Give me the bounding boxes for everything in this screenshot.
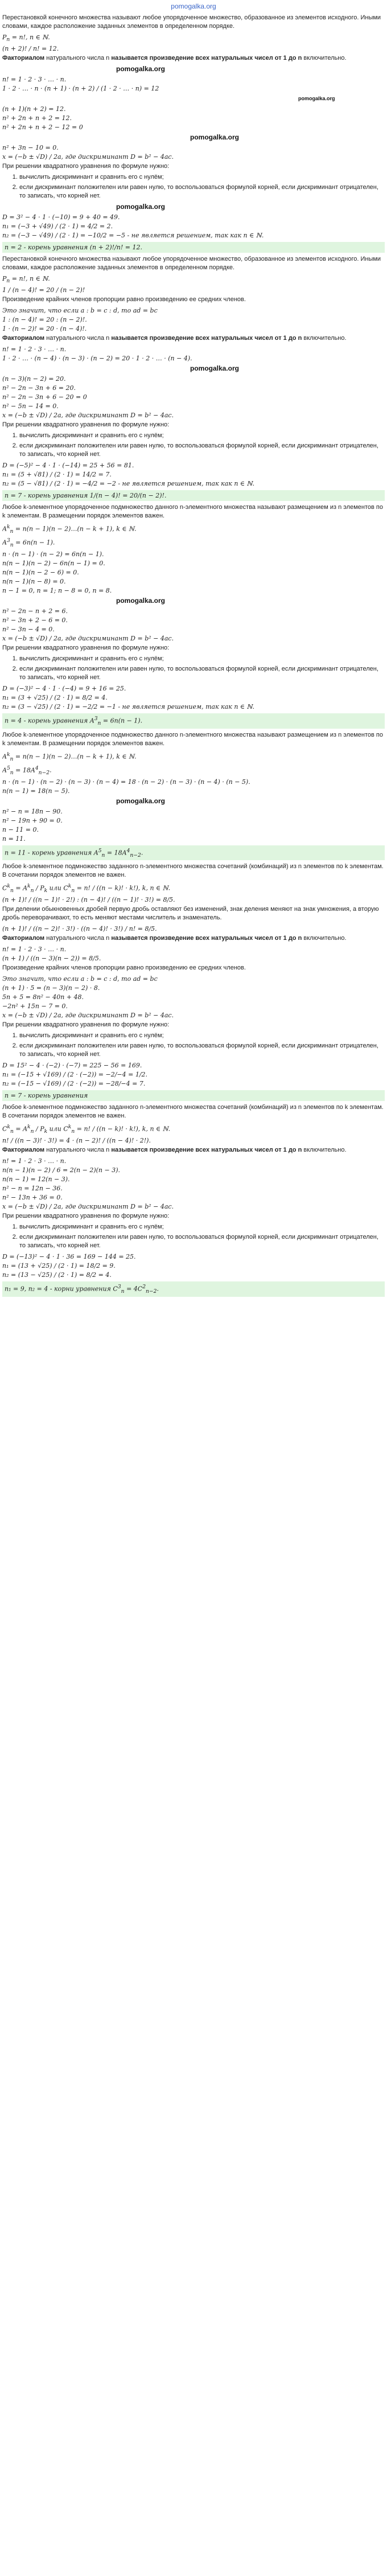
formula: n = 11. xyxy=(2,835,26,843)
formula: $P_n = n$!, n ∈ ℕ. xyxy=(2,275,50,285)
formula: n(n − 1)(n − 2) − 6n(n − 1) = 0. xyxy=(2,560,105,568)
quad-intro: При решении квадратного уравнения по формуле нужно: xyxy=(2,1021,170,1029)
formula: x = (−b ± √D) / 2a, где дискриминант D = b² − 4ac. xyxy=(2,635,174,643)
formula: n₁ = (5 + √81) / (2 · 1) = 14/2 = 7. xyxy=(2,471,112,479)
watermark: pomogalka.org xyxy=(116,796,166,805)
top-bar xyxy=(0,0,387,13)
answer-box: n = 2 - корень уравнения (n + 2)!/n! = 12. xyxy=(2,242,385,253)
formula: (n + 1)(n + 2) = 12. xyxy=(2,105,66,113)
formula: n² − n = 18n − 90. xyxy=(2,807,63,815)
fact-definition: Факториалом натурального числа n называется произведение всех натуральных чисел от 1 до n включительно. xyxy=(2,935,347,942)
watermark: pomogalka.org xyxy=(190,364,240,373)
formula: (n − 3)(n − 2) = 20. xyxy=(2,375,66,383)
step-item: 1. вычислить дискриминант и сравнить его с нулём; xyxy=(19,173,385,182)
formula: n² + 2n + n + 2 − 12 = 0 xyxy=(2,124,83,132)
quad-intro: При решении квадратного уравнения по формуле нужно: xyxy=(2,163,170,170)
formula: (n + 1) / ((n − 3)(n − 2)) = 8/5. xyxy=(2,955,101,963)
watermark: pomogalka.org xyxy=(298,96,335,102)
formula: 1 : (n − 4)! = 20 : (n − 2)!. xyxy=(2,316,87,324)
formula: (n + 1)! / ((n − 1)! · 2!) : (n − 4)! / ((n − 1)! · 3!) = 8/5. xyxy=(2,896,175,904)
fact-bold: называется произведение всех натуральных чисел от 1 до n xyxy=(111,55,302,62)
formula: n² − 2n − 3n + 6 = 20. xyxy=(2,384,76,392)
fact-definition xyxy=(2,54,385,63)
prop-rule: Произведение крайних членов пропорции равно произведению ее средних членов. xyxy=(2,296,246,303)
watermark: pomogalka.org xyxy=(116,65,166,73)
formula: n! = 1 · 2 · 3 · … · n. xyxy=(2,946,67,954)
formula: $A^k_n = n(n - 1)(n$ − 2)…(n − k + 1), k ∈ ℕ. xyxy=(2,524,137,535)
arr-definition: Любое k-элементное упорядоченное подмножество данного n-элементного множества называют размещением из n элементов по k элементам. В размещении порядок элементов важен. xyxy=(2,504,383,520)
formula: $C^k_n = A^k_n / P_k$ или $C^k_n = n$! / ((n − k)! · k!), k, n ∈ ℕ. xyxy=(2,1124,171,1135)
formula: n! = 1 · 2 · 3 · … · n. xyxy=(2,1157,67,1165)
step-item: 2. если дискриминант положителен или равен нулю, то воспользоваться формулой корней, если дискриминант отрицателен, то записать, что корней нет. xyxy=(19,183,385,200)
quad-intro: При решении квадратного уравнения по формуле нужно: xyxy=(2,1213,170,1220)
arr-definition: Любое k-элементное упорядоченное подмножество данного n-элементного множества называют размещением из n элементов по k элементам. В размещении порядок элементов важен. xyxy=(2,731,383,747)
formula: 1 · 2 · … · n · (n + 1) · (n + 2) / (1 · 2 · … · n) = 12 xyxy=(2,85,159,93)
formula: 1 / (n − 4)! = 20 / (n − 2)! xyxy=(2,286,85,294)
quad-steps: 1. вычислить дискриминант и сравнить его с нулём; 2. если дискриминант положителен или равен нулю, то воспользоваться формулой корней, если дискриминант отрицателен, то записать, что корней нет. xyxy=(2,1223,385,1250)
answer-box: n = 7 - корень уравнения xyxy=(2,1090,385,1101)
watermark: pomogalka.org xyxy=(116,597,166,605)
formula: (n + 1) · 5 = (n − 3)(n − 2) · 8. xyxy=(2,984,100,992)
formula: n₁ = (−3 + √49) / (2 · 1) = 4/2 = 2. xyxy=(2,223,113,231)
formula: n² − 3n − 4 = 0. xyxy=(2,626,55,634)
formula: n − 11 = 0. xyxy=(2,825,39,833)
formula: 1 · (n − 2)! = 20 · (n − 4)!. xyxy=(2,325,87,333)
answer-box: n₁ = 9, n₂ = 4 - корни уравнения $C^3_n = 4C^2_{n-2}$. xyxy=(2,1281,385,1297)
formula: n² + 3n − 10 = 0. xyxy=(2,144,59,152)
formula: n(n − 1) = 12(n − 3). xyxy=(2,1176,70,1184)
comb-definition: Любое k-элементное подмножество заданного n-элементного множества сочетаний (комбинаций) из n элементов по k элементам. В сочетании порядок элементов не важен. xyxy=(2,863,384,879)
answer-box: n = 11 - корень уравнения $A^5_n = 18A^4_{n-2}$. xyxy=(2,845,385,861)
perm-definition: Перестановкой конечного множества называют любое упорядоченное множество, образованное из элементов исходного. Иными словами, каждое расположение заданных элементов в определенном порядке. xyxy=(2,14,381,30)
formula: n! / ((n − 3)! · 3!) = 4 · (n − 2)! / ((n − 4)! · 2!). xyxy=(2,1137,151,1145)
formula: n(n − 1) = 18(n − 5). xyxy=(2,787,70,795)
formula: n₂ = (5 − √81) / (2 · 1) = −4/2 = −2 - не является решением, так как n ∈ ℕ. xyxy=(2,480,255,488)
formula: 1 · 2 · … · (n − 4) · (n − 3) · (n − 2) = 20 · 1 · 2 · … · (n − 4). xyxy=(2,355,192,363)
perm-definition: Перестановкой конечного множества называют любое упорядоченное множество, образованное из элементов исходного. Иными словами, каждое расположение заданных элементов в определенном порядке. xyxy=(2,256,381,272)
formula: −2n² + 15n − 7 = 0. xyxy=(2,1003,68,1010)
answer-box: n = 4 - корень уравнения $A^3_n = 6n(n - 1)$. xyxy=(2,713,385,729)
solution-content xyxy=(0,14,387,1297)
formula: $C^k_n = A^k_n / P_k$ или $C^k_n = n$! / ((n − k)! · k!), k, n ∈ ℕ. xyxy=(2,883,171,894)
comb-definition: Любое k-элементное подмножество заданного n-элементного множества сочетаний (комбинаций) из n элементов по k элементам. В сочетании порядок элементов не важен. xyxy=(2,1104,384,1120)
formula: $P_n = n$!, n ∈ ℕ. xyxy=(2,34,50,43)
quad-intro: При решении квадратного уравнения по формуле нужно: xyxy=(2,421,170,429)
watermark: pomogalka.org xyxy=(116,203,166,211)
fact-end: включительно. xyxy=(302,55,347,62)
formula: D = (−3)² − 4 · 1 · (−4) = 9 + 16 = 25. xyxy=(2,685,126,693)
formula: n₁ = (13 + √25) / (2 · 1) = 18/2 = 9. xyxy=(2,1262,116,1270)
formula: 5n + 5 = 8n² − 40n + 48. xyxy=(2,993,84,1001)
formula: n² − 2n − 3n + 6 − 20 = 0 xyxy=(2,393,87,401)
quad-intro: При решении квадратного уравнения по формуле нужно: xyxy=(2,644,170,652)
quad-steps: 1. вычислить дискриминант и сравнить его с нулём; 2. если дискриминант положителен или равен нулю, то воспользоваться формулой корней, если дискриминант отрицателен, то записать, что корней нет. xyxy=(2,1032,385,1059)
formula: D = (−13)² − 4 · 1 · 36 = 169 − 144 = 25. xyxy=(2,1253,136,1261)
formula: n₂ = (−3 − √49) / (2 · 1) = −10/2 = −5 - не является решением, так как n ∈ ℕ. xyxy=(2,232,264,240)
fact-mid: натурального числа n xyxy=(44,55,112,62)
fact-definition: Факториалом натурального числа n называется произведение всех натуральных чисел от 1 до n включительно. xyxy=(2,335,347,342)
formula: n₁ = (−15 + √169) / (2 · (−2)) = −2/−4 = 1/2. xyxy=(2,1071,148,1079)
formula: n² − 2n − n + 2 = 6. xyxy=(2,607,68,615)
quad-steps: 1. вычислить дискриминант и сравнить его с нулём; 2. если дискриминант положителен или равен нулю, то воспользоваться формулой корней, если дискриминант отрицателен, то записать, что корней нет. xyxy=(2,655,385,682)
formula: (n + 2)! / n! = 12. xyxy=(2,45,59,53)
frac-rule: При делении обыкновенных дробей первую дробь оставляют без изменений, знак деления меняют на знак умножения, а вторую дробь переворачивают, то есть меняют местами числитель и знаменатель. xyxy=(2,906,379,922)
formula: n₂ = (3 − √25) / (2 · 1) = −2/2 = −1 - не является решением, так как n ∈ ℕ. xyxy=(2,703,255,711)
fact-definition: Факториалом натурального числа n называется произведение всех натуральных чисел от 1 до n включительно. xyxy=(2,1147,347,1154)
formula: n² − 19n + 90 = 0. xyxy=(2,816,63,824)
site-link[interactable]: pomogalka.org xyxy=(171,2,216,10)
formula: n(n − 1)(n − 2 − 6) = 0. xyxy=(2,569,79,577)
formula: $A^5_n = 18A^4_{n-2}$. xyxy=(2,765,52,776)
formula: n² − 5n − 14 = 0. xyxy=(2,402,59,410)
formula: n² − 3n + 2 − 6 = 0. xyxy=(2,617,68,625)
formula: n · (n − 1) · (n − 2) · (n − 3) · (n − 4) = 18 · (n − 2) · (n − 3) · (n − 4) · (n − 5). xyxy=(2,778,250,786)
formula: n! = 1 · 2 · 3 · … · n. xyxy=(2,346,67,354)
formula: D = 15² − 4 · (−2) · (−7) = 225 − 56 = 169. xyxy=(2,1062,142,1070)
formula: Это значит, что если a : b = c : d, то ad = bc xyxy=(2,307,158,315)
formula: n² − 13n + 36 = 0. xyxy=(2,1194,63,1202)
formula: x = (−b ± √D) / 2a, где дискриминант D = b² − 4ac. xyxy=(2,412,174,420)
formula: x = (−b ± √D) / 2a, где дискриминант D = b² − 4ac. xyxy=(2,1203,174,1211)
formula: n₁ = (3 + √25) / (2 · 1) = 8/2 = 4. xyxy=(2,694,108,702)
formula: n · (n − 1) · (n − 2) = 6n(n − 1). xyxy=(2,550,104,558)
watermark: pomogalka.org xyxy=(190,133,240,142)
quad-steps: 1. вычислить дискриминант и сравнить его с нулём; 2. если дискриминант положителен или равен нулю, то воспользоваться формулой корней, если дискриминант отрицателен, то записать, что корней нет. xyxy=(2,432,385,459)
formula: x = (−b ± √D) / 2a, где дискриминант D = b² − 4ac. xyxy=(2,1012,174,1020)
formula: n² − n = 12n − 36. xyxy=(2,1185,63,1193)
formula: n(n − 1)(n − 8) = 0. xyxy=(2,578,66,586)
fact-term: Факториалом xyxy=(2,55,45,62)
formula: n₂ = (13 − √25) / (2 · 1) = 8/2 = 4. xyxy=(2,1271,112,1279)
formula: x = (−b ± √D) / 2a, где дискриминант D = b² − 4ac. xyxy=(2,153,174,161)
formula: n₂ = (−15 − √169) / (2 · (−2)) = −28/−4 = 7. xyxy=(2,1080,146,1088)
formula: Это значит, что если a : b = c : d, то ad = bc xyxy=(2,975,158,983)
formula: D = 3² − 4 · 1 · (−10) = 9 + 40 = 49. xyxy=(2,213,120,221)
prop-rule: Произведение крайних членов пропорции равно произведению ее средних членов. xyxy=(2,964,246,972)
answer-box: n = 7 - корень уравнения 1/(n − 4)! = 20/(n − 2)!. xyxy=(2,490,385,501)
formula: (n + 1)! / ((n − 2)! · 3!) · ((n − 4)! · 3!) / n! = 8/5. xyxy=(2,925,157,933)
formula: $A^3_n = 6n(n - 1)$. xyxy=(2,537,55,549)
formula: $A^k_n = n(n - 1)(n$ − 2)…(n − k + 1), k ∈ ℕ. xyxy=(2,751,137,762)
formula: n! = 1 · 2 · 3 · … · n. xyxy=(2,76,67,84)
formula: n(n − 1)(n − 2) / 6 = 2(n − 2)(n − 3). xyxy=(2,1166,120,1174)
formula: n − 1 = 0, n = 1; n − 8 = 0, n = 8. xyxy=(2,587,112,595)
quad-steps xyxy=(2,173,385,200)
formula: D = (−5)² − 4 · 1 · (−14) = 25 + 56 = 81. xyxy=(2,462,134,470)
formula: n² + 2n + n + 2 = 12. xyxy=(2,114,72,122)
